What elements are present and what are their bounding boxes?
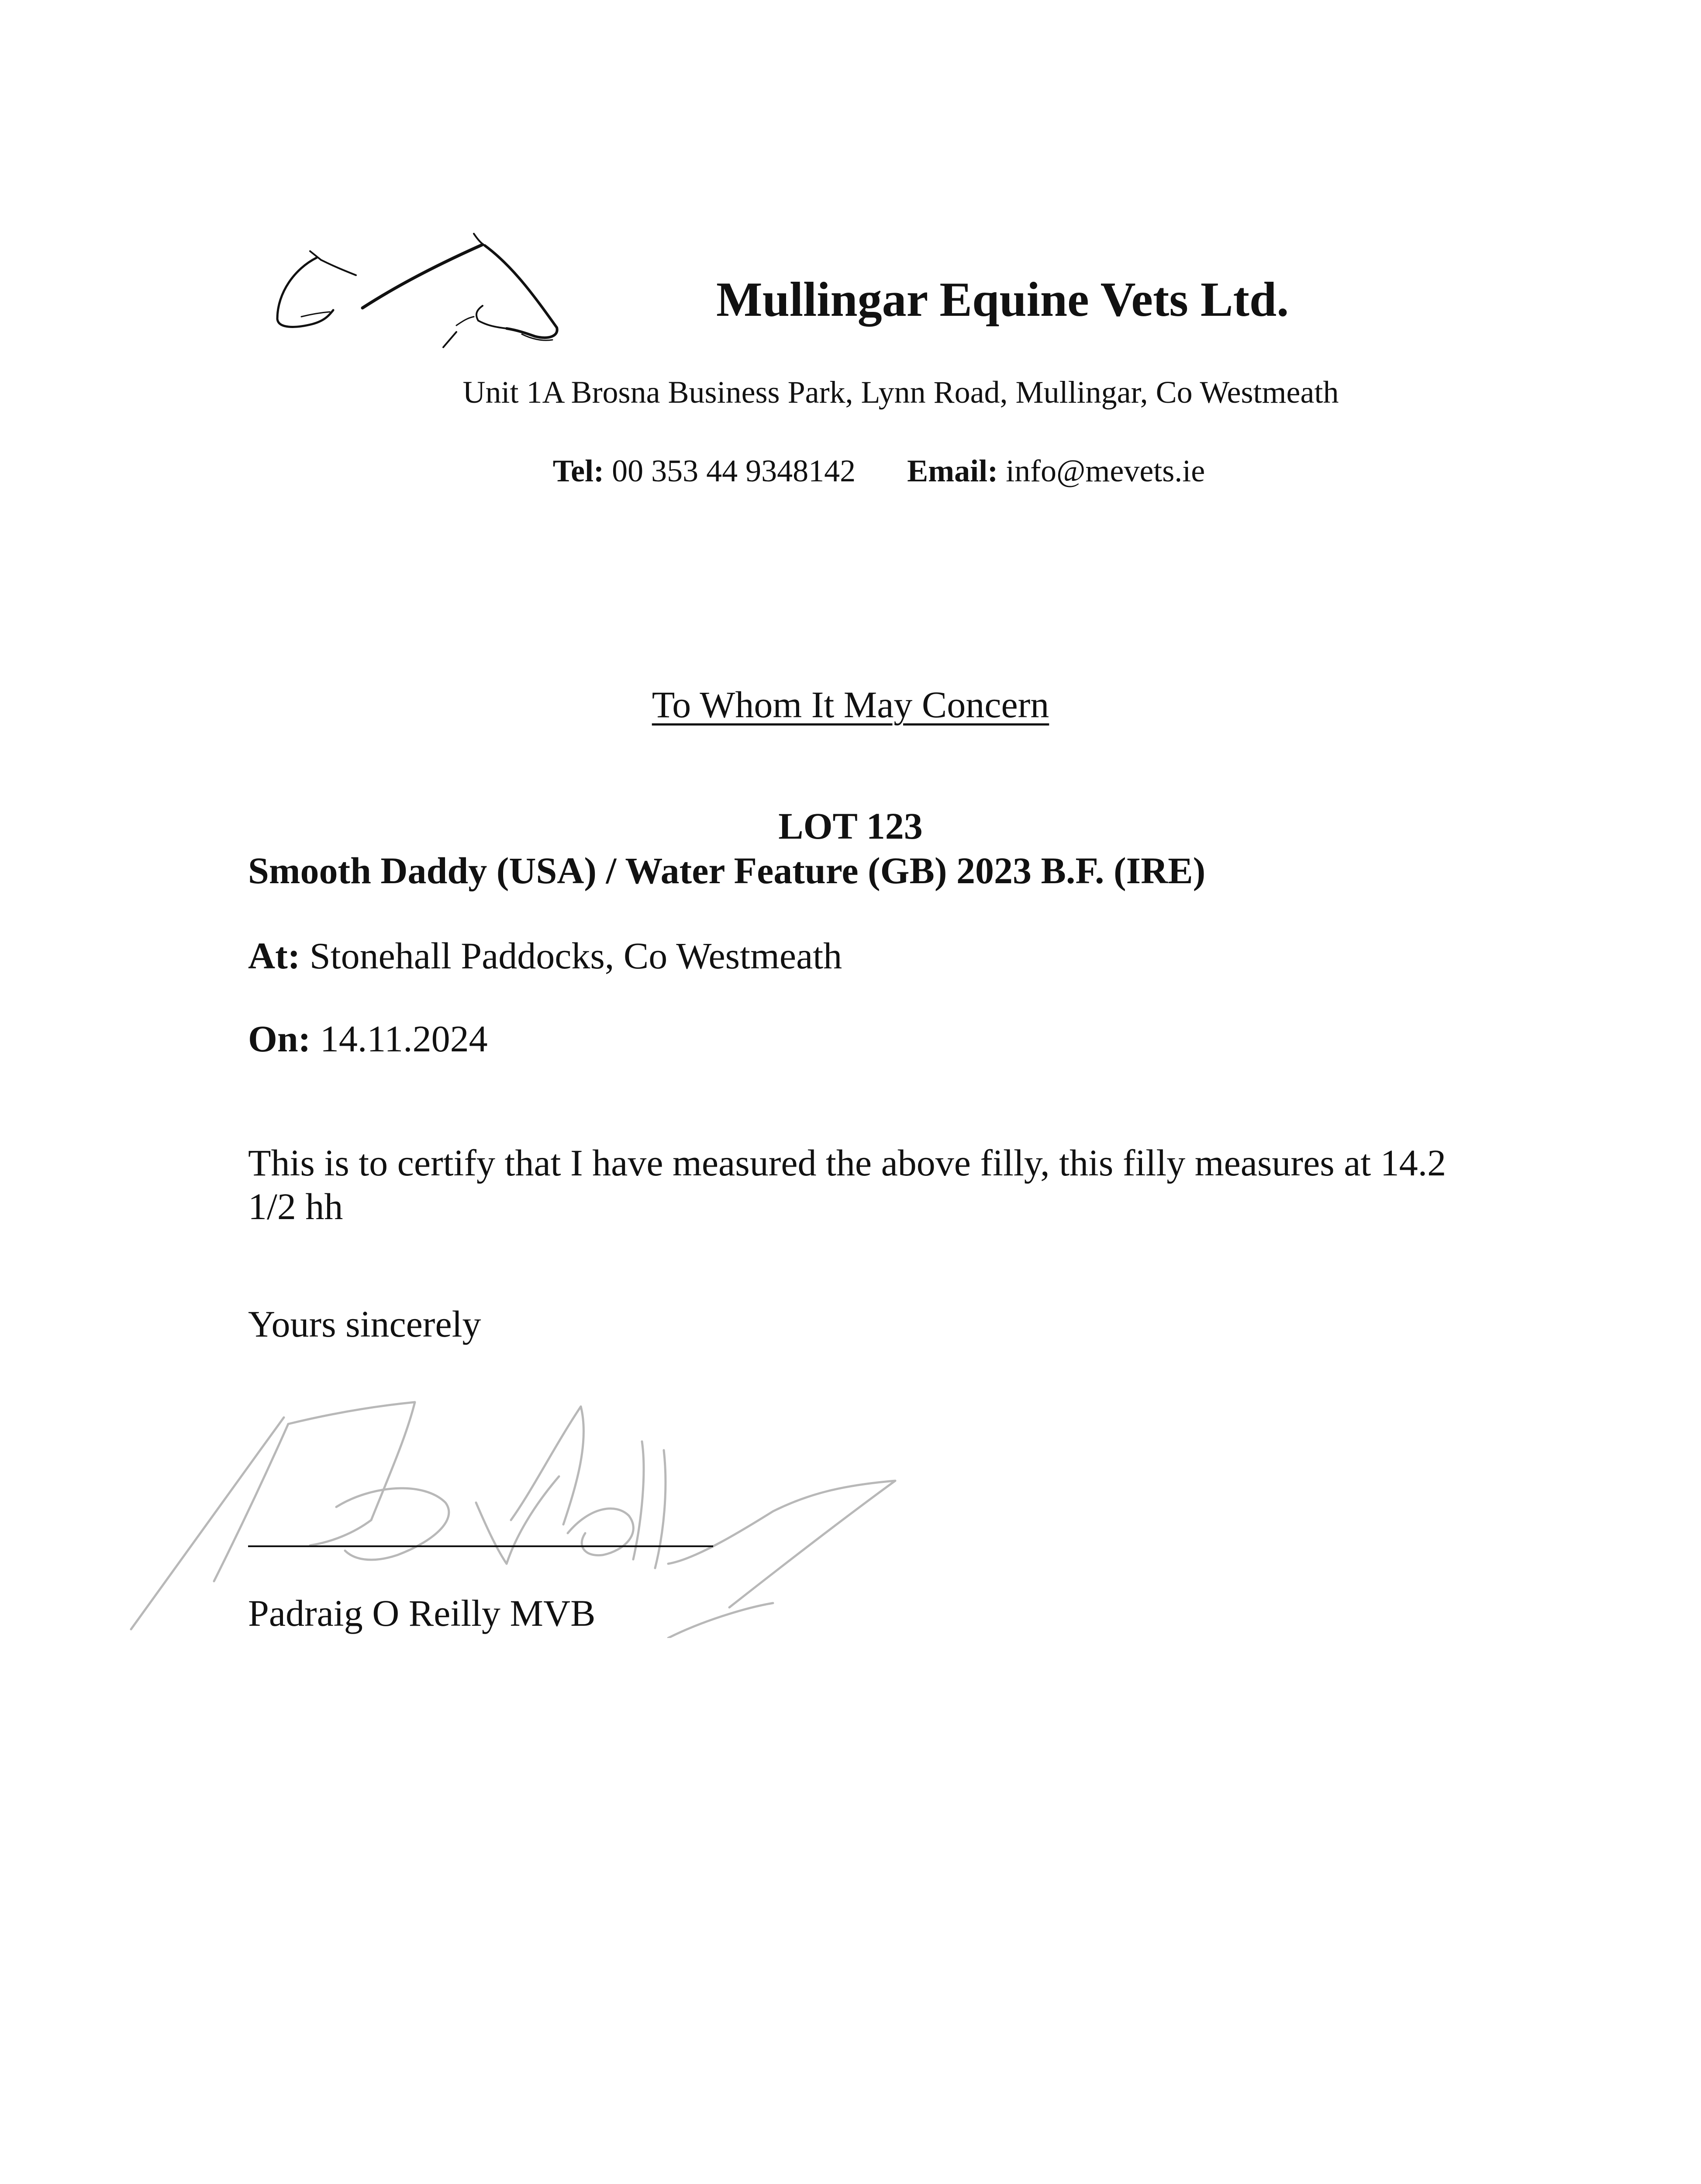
certification-text: This is to certify that I have measured the above filly, this filly measures at 14.2 1/2 hh	[248, 1142, 1446, 1227]
horse-pedigree: Smooth Daddy (USA) / Water Feature (GB) 2023 B.F. (IRE)	[248, 850, 1206, 892]
company-name: Mullingar Equine Vets Ltd.	[716, 273, 1289, 327]
company-address: Unit 1A Brosna Business Park, Lynn Road, Mullingar, Co Westmeath	[462, 375, 1339, 410]
email-label: Email:	[907, 453, 998, 488]
horse-head-logo-icon	[269, 227, 574, 349]
tel-value: 00 353 44 9348142	[612, 453, 856, 488]
location-value: Stonehall Paddocks, Co Westmeath	[309, 935, 842, 977]
date-line	[248, 1018, 488, 1060]
salutation: To Whom It May Concern	[652, 684, 1049, 726]
lot-number: LOT 123	[778, 805, 923, 847]
tel-label: Tel:	[552, 453, 604, 488]
email-value: info@mevets.ie	[1006, 453, 1205, 488]
signatory-name: Padraig O Reilly MVB	[248, 1592, 596, 1634]
closing-line: Yours sincerely	[248, 1303, 481, 1345]
date-value: 14.11.2024	[320, 1018, 488, 1060]
location-line	[248, 937, 842, 975]
date-label: On:	[248, 1018, 311, 1060]
location-label: At:	[248, 935, 300, 977]
signature-line	[248, 1545, 713, 1547]
contact-details	[0, 455, 1701, 487]
